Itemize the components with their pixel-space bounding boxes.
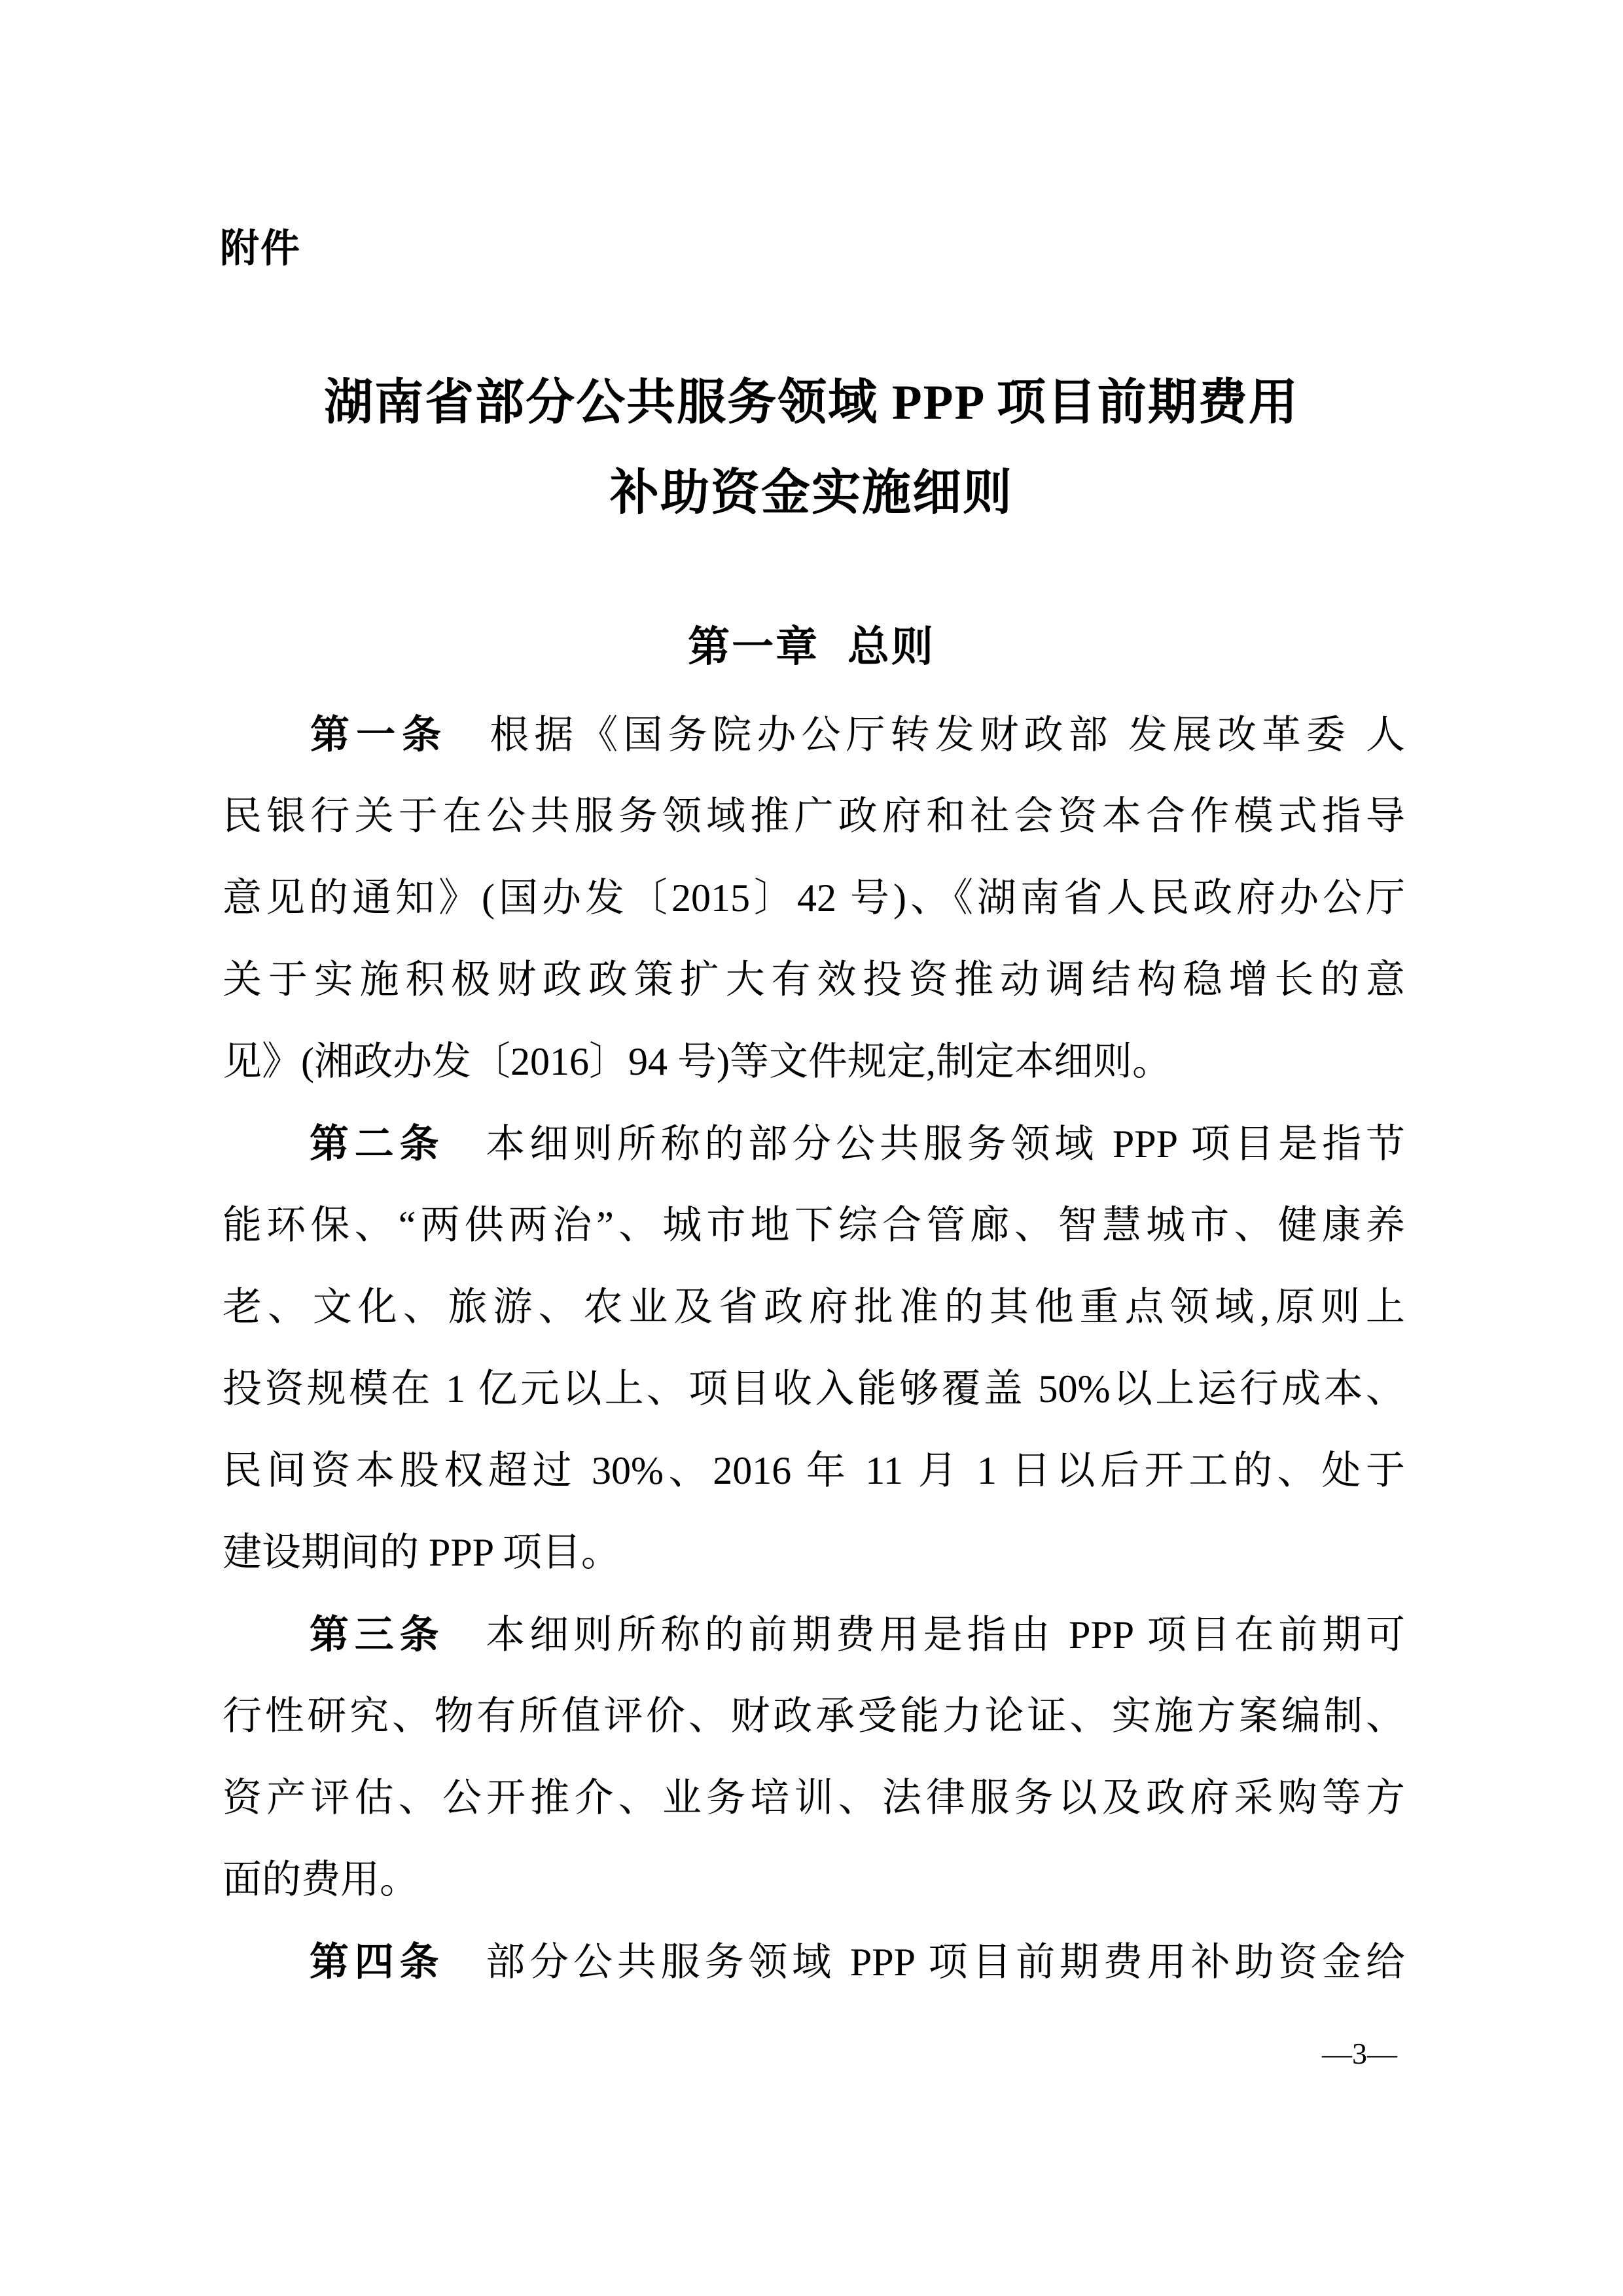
article-4-line-1-text: 部分公共服务领域 PPP 项目前期费用补助资金给 <box>481 1941 1406 1984</box>
document-title-line-2: 补助资金实施细则 <box>609 466 1013 520</box>
page-number: —3— <box>1322 2037 1397 2070</box>
article-2-line-1-text: 本细则所称的部分公共服务领域 PPP 项目是指节 <box>481 1122 1406 1166</box>
article-2-line-5: 民间资本股权超过 30%、2016 年 11 月 1 日以后开工的、处于 <box>223 1449 1405 1492</box>
article-2-line-1 <box>223 1103 1405 1185</box>
label-gap <box>448 747 484 748</box>
article-4-label: 第四条 <box>305 1940 445 1984</box>
label-gap <box>444 1647 481 1648</box>
article-4-line-1 <box>223 1921 1405 2003</box>
article-2-label: 第二条 <box>305 1122 445 1166</box>
article-2-line-6: 建设期间的 PPP 项目。 <box>223 1531 620 1574</box>
paragraph-indent <box>223 1647 305 1648</box>
article-3-line-1-text: 本细则所称的前期费用是指由 PPP 项目在前期可 <box>481 1613 1406 1657</box>
article-1-label: 第一条 <box>305 713 448 757</box>
document-title-line-1: 湖南省部分公共服务领域 PPP 项目前期费用 <box>324 376 1299 430</box>
article-1-line-5: 见》(湘政办发〔2016〕94 号)等文件规定,制定本细则。 <box>223 1040 1171 1083</box>
article-1-line-4: 关于实施积极财政政策扩大有效投资推动调结构稳增长的意 <box>223 958 1405 1001</box>
article-2-line-3: 老、文化、旅游、农业及省政府批准的其他重点领域,原则上 <box>223 1285 1405 1329</box>
article-3-line-2: 行性研究、物有所值评价、财政承受能力论证、实施方案编制、 <box>223 1695 1405 1738</box>
paragraph-indent <box>223 747 305 748</box>
article-3-line-4: 面的费用。 <box>223 1858 419 1901</box>
article-2-line-2: 能环保、“两供两治”、城市地下综合管廊、智慧城市、健康养 <box>223 1204 1405 1247</box>
article-2-line-4: 投资规模在 1 亿元以上、项目收入能够覆盖 50%以上运行成本、 <box>223 1367 1405 1410</box>
attachment-label: 附件 <box>220 226 301 270</box>
article-3-line-1 <box>223 1594 1405 1676</box>
article-3-line-3: 资产评估、公开推介、业务培训、法律服务以及政府采购等方 <box>223 1776 1405 1820</box>
article-1-line-3: 意见的通知》(国办发〔2015〕42 号)、《湖南省人民政府办公厅 <box>223 876 1405 920</box>
article-1-line-1 <box>223 694 1405 776</box>
chapter-heading: 第一章 总则 <box>688 623 935 670</box>
article-1-line-1-text: 根据《国务院办公厅转发财政部 发展改革委 人 <box>484 713 1406 757</box>
article-1-line-2: 民银行关于在公共服务领域推广政府和社会资本合作模式指导 <box>223 795 1405 838</box>
document-body <box>223 694 1405 2003</box>
article-3-label: 第三条 <box>305 1613 445 1657</box>
